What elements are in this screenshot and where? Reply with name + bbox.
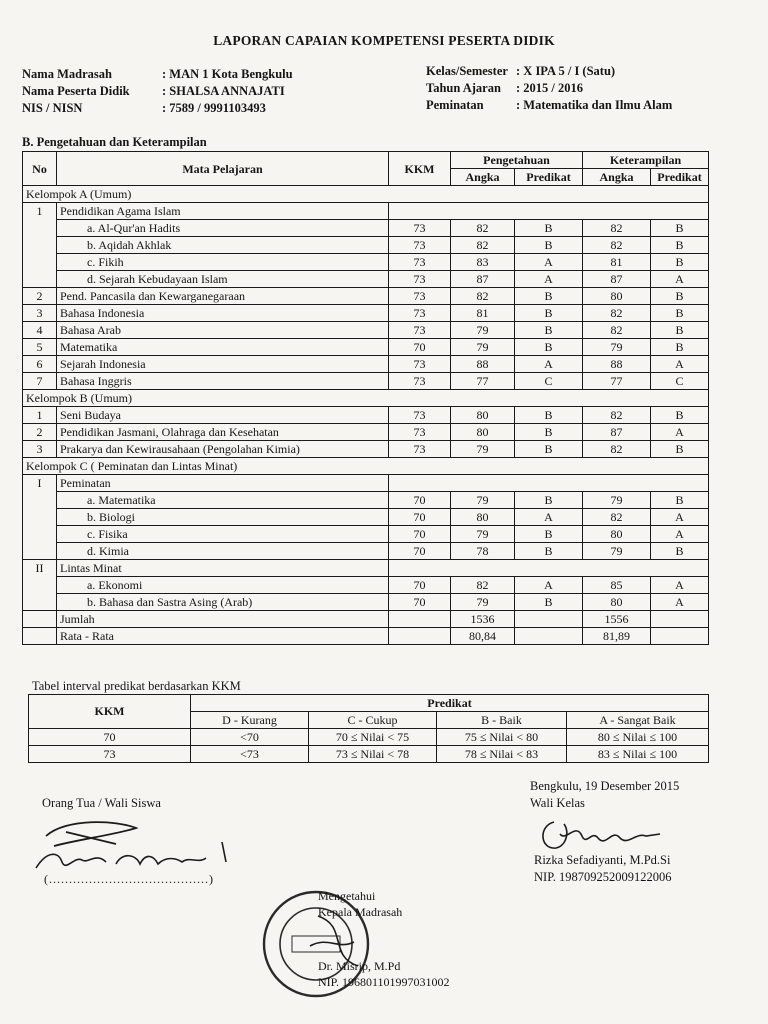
interval-cell: 75 ≤ Nilai < 80 — [437, 729, 567, 746]
kkm-value: 70 — [389, 543, 451, 560]
knowledge-score: 82 — [451, 220, 515, 237]
subject-name: d. Sejarah Kebudayaan Islam — [57, 271, 389, 288]
skill-predicate: B — [651, 237, 709, 254]
headmaster-nip: NIP. 196801101997031002 — [318, 975, 450, 989]
interval-cell: 73 ≤ Nilai < 78 — [309, 746, 437, 763]
table-row — [23, 560, 709, 577]
knowledge-predicate — [515, 628, 583, 645]
subject-name: c. Fisika — [57, 526, 389, 543]
row-number: II — [23, 560, 57, 577]
skill-score: 82 — [583, 441, 651, 458]
identity-value: : X IPA 5 / I (Satu) — [516, 64, 616, 78]
kkm-value — [389, 628, 451, 645]
skill-score: 85 — [583, 577, 651, 594]
kkm-value: 73 — [389, 254, 451, 271]
table-row — [23, 407, 709, 424]
knowledge-score: 78 — [451, 543, 515, 560]
knowledge-predicate: A — [515, 509, 583, 526]
subject-name: Lintas Minat — [57, 560, 389, 577]
subject-name: a. Al-Qur'an Hadits — [57, 220, 389, 237]
interval-predikat-header: Predikat — [191, 695, 709, 712]
kkm-value: 73 — [389, 373, 451, 390]
identity-label: NIS / NISN — [22, 101, 83, 115]
skill-score: 87 — [583, 271, 651, 288]
knowledge-score: 82 — [451, 577, 515, 594]
knowledge-predicate: B — [515, 543, 583, 560]
identity-label: Kelas/Semester — [426, 64, 508, 78]
table-row — [23, 594, 709, 611]
skill-score: 82 — [583, 220, 651, 237]
table-row — [23, 339, 709, 356]
table-row — [23, 424, 709, 441]
knowledge-score: 79 — [451, 492, 515, 509]
row-number: 6 — [23, 356, 57, 373]
subject-name: Bahasa Indonesia — [57, 305, 389, 322]
skill-predicate — [651, 611, 709, 628]
skill-score: 88 — [583, 356, 651, 373]
row-number: 3 — [23, 305, 57, 322]
row-number — [23, 220, 57, 237]
interval-cell: 83 ≤ Nilai ≤ 100 — [567, 746, 709, 763]
skill-score: 82 — [583, 322, 651, 339]
kkm-value: 73 — [389, 305, 451, 322]
grades-table — [22, 151, 709, 645]
interval-row — [29, 746, 709, 763]
row-number — [23, 611, 57, 628]
knowledge-predicate: B — [515, 339, 583, 356]
homeroom-nip: NIP. 198709252009122006 — [534, 870, 672, 884]
row-number: 1 — [23, 407, 57, 424]
kkm-value: 70 — [389, 594, 451, 611]
kkm-value: 70 — [389, 509, 451, 526]
table-row — [23, 475, 709, 492]
interval-cell: 70 — [29, 729, 191, 746]
identity-value: : 2015 / 2016 — [516, 81, 584, 95]
row-number: 4 — [23, 322, 57, 339]
table-row — [23, 305, 709, 322]
skill-predicate: A — [651, 577, 709, 594]
table-row — [23, 288, 709, 305]
place-date: Bengkulu, 19 Desember 2015 — [530, 779, 680, 793]
table-row — [23, 577, 709, 594]
table-row — [23, 441, 709, 458]
total-label: Jumlah — [57, 611, 389, 628]
skill-predicate: C — [651, 373, 709, 390]
row-number: 5 — [23, 339, 57, 356]
subject-name: Prakarya dan Kewirausahaan (Pengolahan Kimia) — [57, 441, 389, 458]
interval-kkm-header: KKM — [29, 695, 191, 729]
identity-value: : Matematika dan Ilmu Alam — [516, 98, 673, 112]
knowledge-predicate: B — [515, 407, 583, 424]
interval-grade-header: C - Cukup — [309, 712, 437, 729]
interval-header-row — [29, 695, 709, 712]
skill-score: 82 — [583, 237, 651, 254]
kkm-value: 70 — [389, 577, 451, 594]
row-number — [23, 543, 57, 560]
kkm-value: 73 — [389, 237, 451, 254]
group-row — [23, 390, 709, 407]
skill-predicate: B — [651, 339, 709, 356]
group-row — [23, 186, 709, 203]
identity-row-major — [426, 97, 672, 114]
skill-predicate: B — [651, 254, 709, 271]
subject-name: a. Matematika — [57, 492, 389, 509]
subject-name: a. Ekonomi — [57, 577, 389, 594]
row-number: 7 — [23, 373, 57, 390]
table-row — [23, 492, 709, 509]
knowledge-predicate: A — [515, 577, 583, 594]
interval-table — [28, 694, 709, 763]
group-label: Kelompok A (Umum) — [23, 186, 709, 203]
knowledge-score: 80 — [451, 424, 515, 441]
skill-score: 81 — [583, 254, 651, 271]
identity-label: Nama Peserta Didik — [22, 84, 130, 98]
average-row — [23, 628, 709, 645]
interval-grade-header: B - Baik — [437, 712, 567, 729]
subject-name: Pendidikan Agama Islam — [57, 203, 389, 220]
header-knowledge-predikat: Predikat — [515, 169, 583, 186]
table-row — [23, 356, 709, 373]
identity-row-student — [22, 83, 293, 100]
skill-score: 80 — [583, 594, 651, 611]
section-heading: B. Pengetahuan dan Keterampilan — [22, 135, 207, 149]
knowledge-score: 79 — [451, 526, 515, 543]
parent-name-placeholder: (........................................) — [44, 872, 214, 886]
headmaster-label: Kepala Madrasah — [318, 905, 403, 919]
skill-predicate: B — [651, 441, 709, 458]
identity-row-year — [426, 80, 672, 97]
subject-name: Pend. Pancasila dan Kewarganegaraan — [57, 288, 389, 305]
interval-cell: <70 — [191, 729, 309, 746]
row-number — [23, 594, 57, 611]
interval-cell: 73 — [29, 746, 191, 763]
skill-predicate: A — [651, 424, 709, 441]
skill-predicate: B — [651, 407, 709, 424]
subject-name: Seni Budaya — [57, 407, 389, 424]
table-row — [23, 543, 709, 560]
interval-grade-header: A - Sangat Baik — [567, 712, 709, 729]
subject-name: Pendidikan Jasmani, Olahraga dan Kesehatan — [57, 424, 389, 441]
header-no: No — [23, 152, 57, 186]
skill-predicate: A — [651, 509, 709, 526]
subject-name: Bahasa Arab — [57, 322, 389, 339]
row-number: 3 — [23, 441, 57, 458]
interval-row — [29, 729, 709, 746]
knowledge-predicate: B — [515, 492, 583, 509]
row-number: I — [23, 475, 57, 492]
total-row — [23, 611, 709, 628]
skill-predicate: A — [651, 594, 709, 611]
kkm-value — [389, 611, 451, 628]
knowledge-score: 80 — [451, 407, 515, 424]
interval-cell: 80 ≤ Nilai ≤ 100 — [567, 729, 709, 746]
header-skill-predikat: Predikat — [651, 169, 709, 186]
skill-predicate: B — [651, 220, 709, 237]
kkm-value: 73 — [389, 407, 451, 424]
acknowledged-label: Mengetahui — [318, 889, 376, 903]
row-number: 2 — [23, 288, 57, 305]
table-row — [23, 220, 709, 237]
table-row — [23, 526, 709, 543]
homeroom-block — [534, 852, 672, 886]
skill-predicate: B — [651, 305, 709, 322]
skill-predicate — [651, 628, 709, 645]
kkm-value: 73 — [389, 356, 451, 373]
knowledge-predicate: B — [515, 305, 583, 322]
header-kkm: KKM — [389, 152, 451, 186]
row-number: 2 — [23, 424, 57, 441]
signature-place-block — [530, 778, 679, 812]
identity-value: : 7589 / 9991103493 — [162, 101, 266, 115]
knowledge-predicate: A — [515, 254, 583, 271]
kkm-value: 70 — [389, 526, 451, 543]
knowledge-predicate: B — [515, 237, 583, 254]
row-spacer — [389, 560, 709, 577]
group-label: Kelompok B (Umum) — [23, 390, 709, 407]
skill-predicate: A — [651, 271, 709, 288]
table-row — [23, 509, 709, 526]
knowledge-predicate: B — [515, 288, 583, 305]
table-row — [23, 254, 709, 271]
identity-right — [426, 63, 672, 114]
knowledge-predicate: A — [515, 356, 583, 373]
knowledge-predicate: B — [515, 424, 583, 441]
knowledge-score: 79 — [451, 322, 515, 339]
row-number — [23, 492, 57, 509]
knowledge-score: 81 — [451, 305, 515, 322]
row-number — [23, 628, 57, 645]
kkm-value: 73 — [389, 220, 451, 237]
subject-name: b. Bahasa dan Sastra Asing (Arab) — [57, 594, 389, 611]
row-number — [23, 509, 57, 526]
interval-caption: Tabel interval predikat berdasarkan KKM — [32, 679, 241, 693]
skill-score: 82 — [583, 407, 651, 424]
subject-name: b. Aqidah Akhlak — [57, 237, 389, 254]
identity-value: : MAN 1 Kota Bengkulu — [162, 67, 293, 81]
kkm-value: 73 — [389, 322, 451, 339]
header-skill-angka: Angka — [583, 169, 651, 186]
skill-predicate: B — [651, 322, 709, 339]
skill-predicate: A — [651, 356, 709, 373]
knowledge-score: 88 — [451, 356, 515, 373]
row-number — [23, 577, 57, 594]
knowledge-score: 80 — [451, 509, 515, 526]
skill-score: 87 — [583, 424, 651, 441]
knowledge-predicate: B — [515, 322, 583, 339]
kkm-value: 70 — [389, 339, 451, 356]
header-skill: Keterampilan — [583, 152, 709, 169]
kkm-value: 73 — [389, 441, 451, 458]
interval-cell: 78 ≤ Nilai < 83 — [437, 746, 567, 763]
identity-label: Nama Madrasah — [22, 67, 112, 81]
knowledge-score: 79 — [451, 594, 515, 611]
knowledge-predicate: B — [515, 441, 583, 458]
skill-score: 79 — [583, 543, 651, 560]
homeroom-name: Rizka Sefadiyanti, M.Pd.Si — [534, 853, 671, 867]
skill-predicate: B — [651, 288, 709, 305]
row-spacer — [389, 475, 709, 492]
table-row — [23, 322, 709, 339]
group-row — [23, 458, 709, 475]
knowledge-predicate: B — [515, 220, 583, 237]
row-number — [23, 526, 57, 543]
skill-score: 82 — [583, 305, 651, 322]
knowledge-score: 79 — [451, 441, 515, 458]
header-subject: Mata Pelajaran — [57, 152, 389, 186]
table-row — [23, 237, 709, 254]
subject-name: d. Kimia — [57, 543, 389, 560]
row-number: 1 — [23, 203, 57, 220]
group-label: Kelompok C ( Peminatan dan Lintas Minat) — [23, 458, 709, 475]
report-title: LAPORAN CAPAIAN KOMPETENSI PESERTA DIDIK — [213, 33, 555, 48]
interval-grade-header: D - Kurang — [191, 712, 309, 729]
row-number — [23, 237, 57, 254]
identity-row-class — [426, 63, 672, 80]
header-knowledge: Pengetahuan — [451, 152, 583, 169]
identity-row-madrasah — [22, 66, 293, 83]
header-knowledge-angka: Angka — [451, 169, 515, 186]
kkm-value: 73 — [389, 424, 451, 441]
identity-value: : SHALSA ANNAJATI — [162, 84, 285, 98]
knowledge-predicate — [515, 611, 583, 628]
table-row — [23, 373, 709, 390]
skill-score: 80 — [583, 288, 651, 305]
headmaster-name: Dr. Misrip, M.Pd — [318, 959, 401, 973]
knowledge-score: 82 — [451, 288, 515, 305]
skill-score: 79 — [583, 492, 651, 509]
skill-score: 80 — [583, 526, 651, 543]
subject-name: Matematika — [57, 339, 389, 356]
parent-label: Orang Tua / Wali Siswa — [42, 796, 161, 810]
knowledge-score: 82 — [451, 237, 515, 254]
total-label: Rata - Rata — [57, 628, 389, 645]
kkm-value: 70 — [389, 492, 451, 509]
table-row — [23, 271, 709, 288]
skill-predicate: A — [651, 526, 709, 543]
identity-row-nis — [22, 100, 293, 117]
skill-score: 82 — [583, 509, 651, 526]
kkm-value: 73 — [389, 288, 451, 305]
skill-total: 81,89 — [583, 628, 651, 645]
identity-label: Tahun Ajaran — [426, 81, 501, 95]
subject-name: Peminatan — [57, 475, 389, 492]
knowledge-predicate: B — [515, 594, 583, 611]
row-spacer — [389, 203, 709, 220]
headmaster-block — [318, 888, 450, 990]
knowledge-predicate: C — [515, 373, 583, 390]
knowledge-score: 79 — [451, 339, 515, 356]
interval-cell: 70 ≤ Nilai < 75 — [309, 729, 437, 746]
kkm-value: 73 — [389, 271, 451, 288]
skill-predicate: B — [651, 492, 709, 509]
homeroom-label: Wali Kelas — [530, 796, 585, 810]
identity-label: Peminatan — [426, 98, 484, 112]
subject-name: Sejarah Indonesia — [57, 356, 389, 373]
skill-score: 79 — [583, 339, 651, 356]
knowledge-predicate: A — [515, 271, 583, 288]
subject-name: b. Biologi — [57, 509, 389, 526]
subject-name: c. Fikih — [57, 254, 389, 271]
row-number — [23, 271, 57, 288]
row-number — [23, 254, 57, 271]
identity-left — [22, 66, 293, 117]
knowledge-total: 1536 — [451, 611, 515, 628]
table-row — [23, 203, 709, 220]
knowledge-score: 87 — [451, 271, 515, 288]
knowledge-score: 83 — [451, 254, 515, 271]
knowledge-predicate: B — [515, 526, 583, 543]
skill-score: 77 — [583, 373, 651, 390]
subject-name: Bahasa Inggris — [57, 373, 389, 390]
interval-cell: <73 — [191, 746, 309, 763]
knowledge-score: 77 — [451, 373, 515, 390]
knowledge-total: 80,84 — [451, 628, 515, 645]
skill-total: 1556 — [583, 611, 651, 628]
skill-predicate: B — [651, 543, 709, 560]
